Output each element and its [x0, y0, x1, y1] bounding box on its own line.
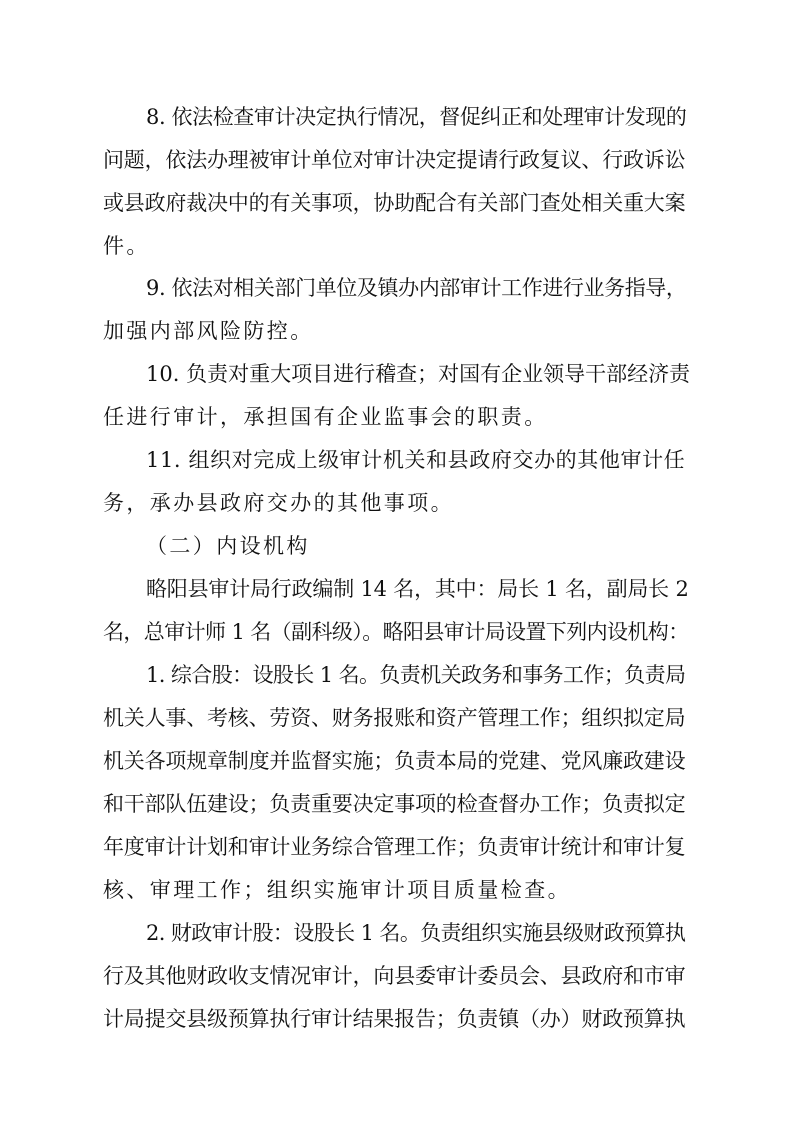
- text-line: 机关人事、考核、劳资、财务报账和资产管理工作；组织拟定局: [103, 706, 686, 730]
- text-line: 问题，依法办理被审计单位对审计决定提请行政复议、行政诉讼: [103, 148, 686, 172]
- text-line: 8. 依法检查审计决定执行情况，督促纠正和处理审计发现的: [146, 105, 687, 129]
- text-line: 年度审计计划和审计业务综合管理工作；负责审计统计和审计复: [103, 835, 686, 859]
- text-line: 10. 负责对重大项目进行稽查；对国有企业领导干部经济责: [146, 362, 691, 386]
- text-line: 和干部队伍建设；负责重要决定事项的检查督办工作；负责拟定: [103, 792, 686, 816]
- text-line: 略阳县审计局行政编制 14 名，其中：局长 1 名，副局长 2: [146, 577, 689, 601]
- text-line: 名，总审计师 1 名（副科级）。略阳县审计局设置下列内设机构：: [103, 620, 689, 644]
- text-line: 件。: [103, 234, 150, 258]
- text-line: 计局提交县级预算执行审计结果报告；负责镇（办）财政预算执: [103, 1007, 686, 1031]
- text-line: 务，承办县政府交办的其他事项。: [103, 491, 454, 515]
- text-line: 11. 组织对完成上级审计机关和县政府交办的其他审计任: [146, 448, 686, 472]
- text-line: 行及其他财政收支情况审计，向县委审计委员会、县政府和市审: [103, 964, 686, 988]
- text-line: 1. 综合股：设股长 1 名。负责机关政务和事务工作；负责局: [146, 663, 686, 687]
- text-line: 或县政府裁决中的有关事项，协助配合有关部门查处相关重大案: [103, 191, 686, 215]
- text-line: 加强内部风险防控。: [103, 319, 314, 343]
- text-line: 核、审理工作；组织实施审计项目质量检查。: [103, 878, 571, 902]
- text-line: 机关各项规章制度并监督实施；负责本局的党建、党风廉政建设: [103, 749, 686, 773]
- section-heading: （二）内设机构: [146, 534, 310, 558]
- text-line: 任进行审计，承担国有企业监事会的职责。: [103, 405, 548, 429]
- text-line: 9. 依法对相关部门单位及镇办内部审计工作进行业务指导，: [146, 276, 687, 300]
- text-line: 2. 财政审计股：设股长 1 名。负责组织实施县级财政预算执: [146, 921, 686, 945]
